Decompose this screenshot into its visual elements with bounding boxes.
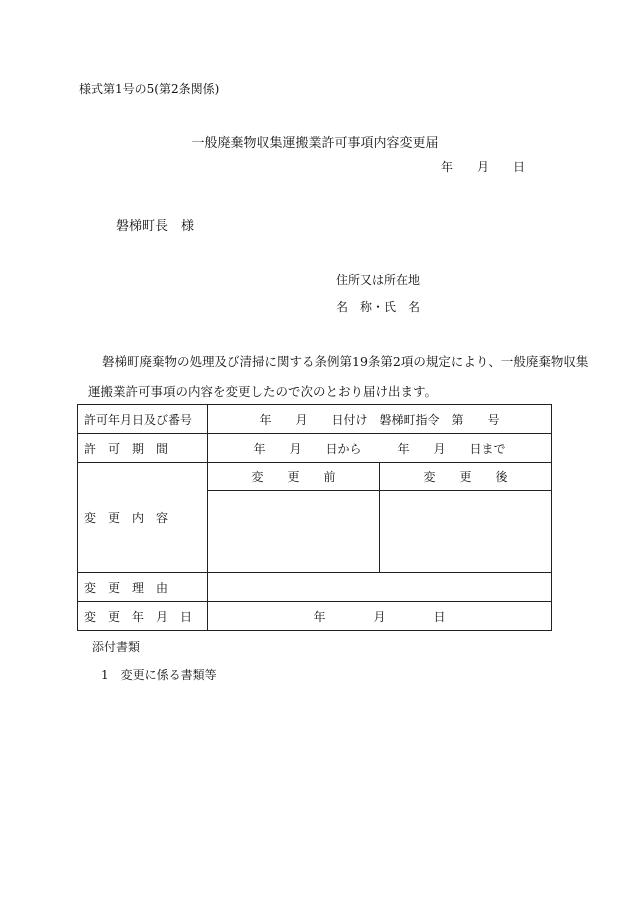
date-month: 月 — [477, 160, 490, 174]
permit-period-label-cell — [78, 434, 208, 463]
table-row-change-headers — [78, 463, 552, 491]
before-change-header: 変 更 前 — [251, 470, 336, 484]
document-title: 一般廃棄物収集運搬業許可事項内容変更届 — [191, 136, 439, 151]
change-date-label-cell — [78, 602, 208, 631]
after-change-header-cell — [380, 463, 552, 491]
permit-period-value: 年 月 日から 年 月 日まで — [253, 441, 506, 456]
applicant-address-label: 住所又は所在地 — [336, 273, 421, 287]
permit-date-value-cell — [208, 405, 552, 434]
change-date-label: 変 更 年 月 日 — [84, 609, 193, 624]
after-change-header: 変 更 後 — [423, 470, 508, 484]
permit-date-value: 年 月 日付け 磐梯町指令 第 号 — [259, 412, 500, 427]
change-date-value: 年 月 日 — [313, 609, 446, 624]
date-year: 年 — [441, 160, 454, 174]
attachment-item: 1 変更に係る書類等 — [101, 668, 217, 682]
permit-period-value-cell — [208, 434, 552, 463]
permit-period-label: 許 可 期 間 — [84, 441, 169, 456]
permit-date-label: 許可年月日及び番号 — [84, 412, 193, 427]
change-content-label: 変 更 内 容 — [84, 511, 169, 525]
applicant-name-label: 名 称・氏 名 — [336, 300, 421, 314]
table-row-permit-date — [78, 405, 552, 434]
body-text-line-2: 運搬業許可事項の内容を変更したので次のとおり届け出ます。 — [88, 384, 438, 399]
change-reason-label: 変 更 理 由 — [84, 580, 169, 595]
change-reason-label-cell — [78, 573, 208, 602]
before-change-header-cell — [208, 463, 380, 491]
change-date-value-cell — [208, 602, 552, 631]
date-day: 日 — [513, 160, 526, 174]
after-change-value-cell[interactable] — [380, 491, 552, 573]
before-change-value-cell[interactable] — [208, 491, 380, 573]
body-text-line-1: 磐梯町廃棄物の処理及び清掃に関する条例第19条第2項の規定により、一般廃棄物収集 — [102, 354, 589, 369]
change-notification-table — [77, 404, 552, 631]
form-number: 様式第1号の5(第2条関係) — [79, 82, 220, 96]
table-row-permit-period — [78, 434, 552, 463]
permit-date-label-cell — [78, 405, 208, 434]
submission-date-line — [441, 158, 525, 175]
attachments-label: 添付書類 — [92, 640, 141, 654]
change-content-label-cell — [78, 463, 208, 573]
table-row-change-reason — [78, 573, 552, 602]
change-reason-value-cell[interactable] — [208, 573, 552, 602]
addressee: 磐梯町長 様 — [116, 219, 195, 234]
table-row-change-date — [78, 602, 552, 631]
